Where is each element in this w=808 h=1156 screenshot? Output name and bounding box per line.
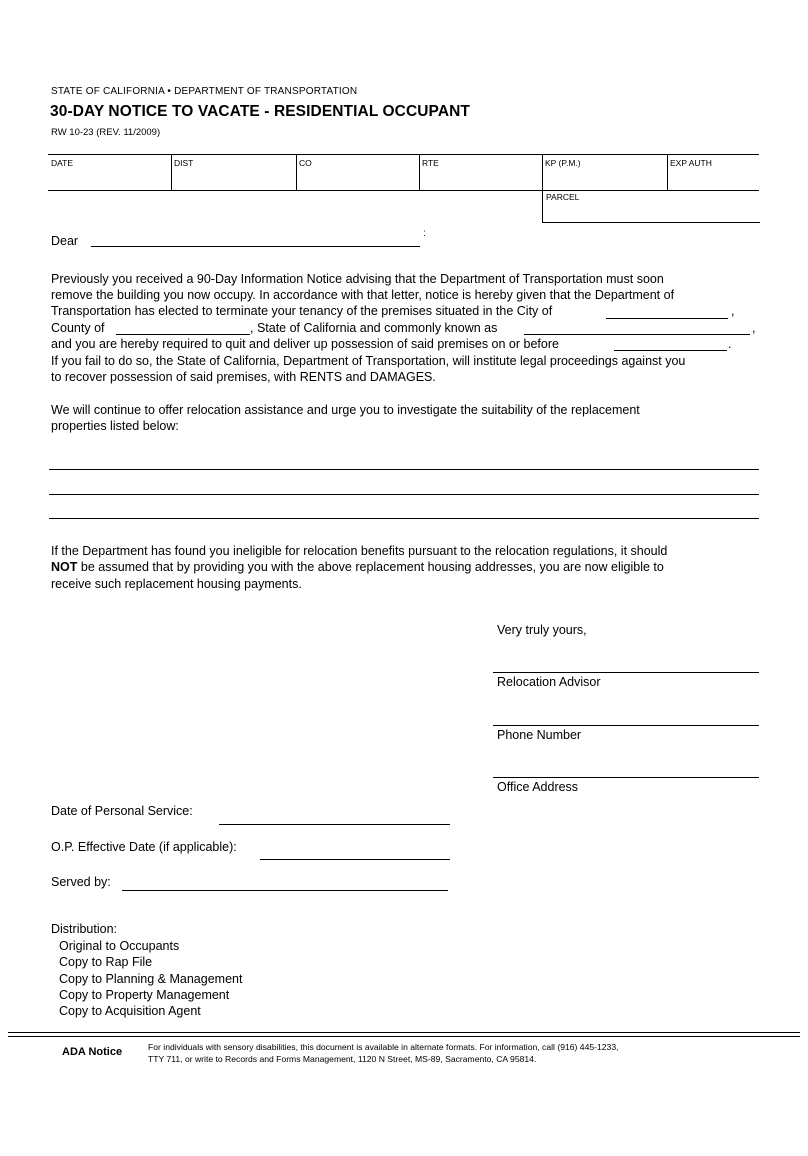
city-field[interactable] — [606, 318, 728, 319]
salutation-colon: : — [423, 228, 426, 239]
para1-line7: to recover possession of said premises, with RENTS and DAMAGES. — [51, 370, 436, 384]
footer-rule-bottom — [8, 1036, 800, 1037]
distribution-item: Original to Occupants — [59, 939, 180, 953]
distribution-heading: Distribution: — [51, 922, 117, 936]
op-effective-date-label: O.P. Effective Date (if applicable): — [51, 840, 237, 854]
distribution-item: Copy to Acquisition Agent — [59, 1004, 201, 1018]
divider — [419, 155, 420, 190]
divider — [296, 155, 297, 190]
addressee-field[interactable] — [91, 246, 420, 247]
dist-label: DIST — [174, 158, 194, 168]
replacement-property-line-2[interactable] — [49, 494, 759, 495]
ada-notice-line2: TTY 711, or write to Records and Forms Management, 1120 N Street, MS-89, Sacramento, CA 95814. — [148, 1054, 537, 1064]
replacement-property-line-3[interactable] — [49, 518, 759, 519]
para3-line2-rest: be assumed that by providing you with the above replacement housing addresses, you are now eligible to — [77, 560, 664, 574]
office-address-label: Office Address — [497, 780, 579, 794]
form-title: 30-DAY NOTICE TO VACATE - RESIDENTIAL OCCUPANT — [50, 103, 470, 120]
relocation-advisor-signature-line[interactable] — [493, 672, 759, 673]
rte-label: RTE — [422, 158, 439, 168]
date-label: DATE — [51, 158, 74, 168]
para2-line2: properties listed below: — [51, 419, 179, 433]
para1-line1: Previously you received a 90-Day Information Notice advising that the Department of Transportation must soon — [51, 272, 664, 286]
para1-line5: and you are hereby required to quit and deliver up possession of said premises on or before — [51, 337, 559, 351]
known-as-label: , State of California and commonly known as — [250, 321, 498, 335]
closing: Very truly yours, — [497, 623, 587, 637]
para3-line3: receive such replacement housing payments. — [51, 577, 302, 591]
para1-line3: Transportation has elected to terminate your tenancy of the premises situated in the City of — [51, 304, 553, 318]
distribution-item: Copy to Planning & Management — [59, 972, 243, 986]
parcel-label: PARCEL — [546, 192, 580, 202]
comma: , — [731, 304, 735, 318]
divider — [667, 155, 668, 190]
footer-rule-top — [8, 1032, 800, 1033]
agency-header: STATE OF CALIFORNIA • DEPARTMENT OF TRANSPORTATION — [51, 86, 358, 97]
kp-label: KP (P.M.) — [545, 158, 581, 168]
ada-notice-line1: For individuals with sensory disabilities, this document is available in alternate formats. For information, call (916) 445-1233, — [148, 1042, 619, 1052]
period: . — [728, 337, 732, 351]
para1-line6: If you fail to do so, the State of California, Department of Transportation, will institute legal proceedings against you — [51, 354, 686, 368]
op-effective-date-field[interactable] — [260, 859, 450, 860]
para2-line1: We will continue to offer relocation assistance and urge you to investigate the suitability of the replacement — [51, 403, 640, 417]
parcel-field[interactable] — [542, 189, 760, 223]
date-of-service-label: Date of Personal Service: — [51, 804, 193, 818]
not-emphasis: NOT — [51, 560, 78, 574]
para3-line2 — [51, 559, 664, 575]
para3-line1: If the Department has found you ineligible for relocation benefits pursuant to the relocation regulations, it should — [51, 544, 668, 558]
distribution-item: Copy to Rap File — [59, 955, 153, 969]
phone-number-line[interactable] — [493, 725, 759, 726]
vacate-date-field[interactable] — [614, 350, 727, 351]
replacement-property-line-1[interactable] — [49, 469, 759, 470]
fields-table — [48, 154, 759, 191]
co-label: CO — [299, 158, 312, 168]
relocation-advisor-label: Relocation Advisor — [497, 675, 601, 689]
phone-number-label: Phone Number — [497, 728, 582, 742]
exp-auth-label: EXP AUTH — [670, 158, 712, 168]
divider — [542, 155, 543, 190]
office-address-line[interactable] — [493, 777, 759, 778]
dear-label: Dear — [51, 234, 79, 248]
para1-line2: remove the building you now occupy. In accordance with that letter, notice is hereby given that the Department of — [51, 288, 675, 302]
ada-notice-label: ADA Notice — [62, 1046, 123, 1058]
divider — [171, 155, 172, 190]
county-label: County of — [51, 321, 105, 335]
distribution-item: Copy to Property Management — [59, 988, 230, 1002]
served-by-field[interactable] — [122, 890, 448, 891]
date-of-service-field[interactable] — [219, 824, 450, 825]
comma: , — [752, 321, 756, 335]
served-by-label: Served by: — [51, 875, 111, 889]
known-as-field[interactable] — [524, 334, 750, 335]
form-number: RW 10-23 (REV. 11/2009) — [51, 127, 161, 138]
county-field[interactable] — [116, 334, 250, 335]
